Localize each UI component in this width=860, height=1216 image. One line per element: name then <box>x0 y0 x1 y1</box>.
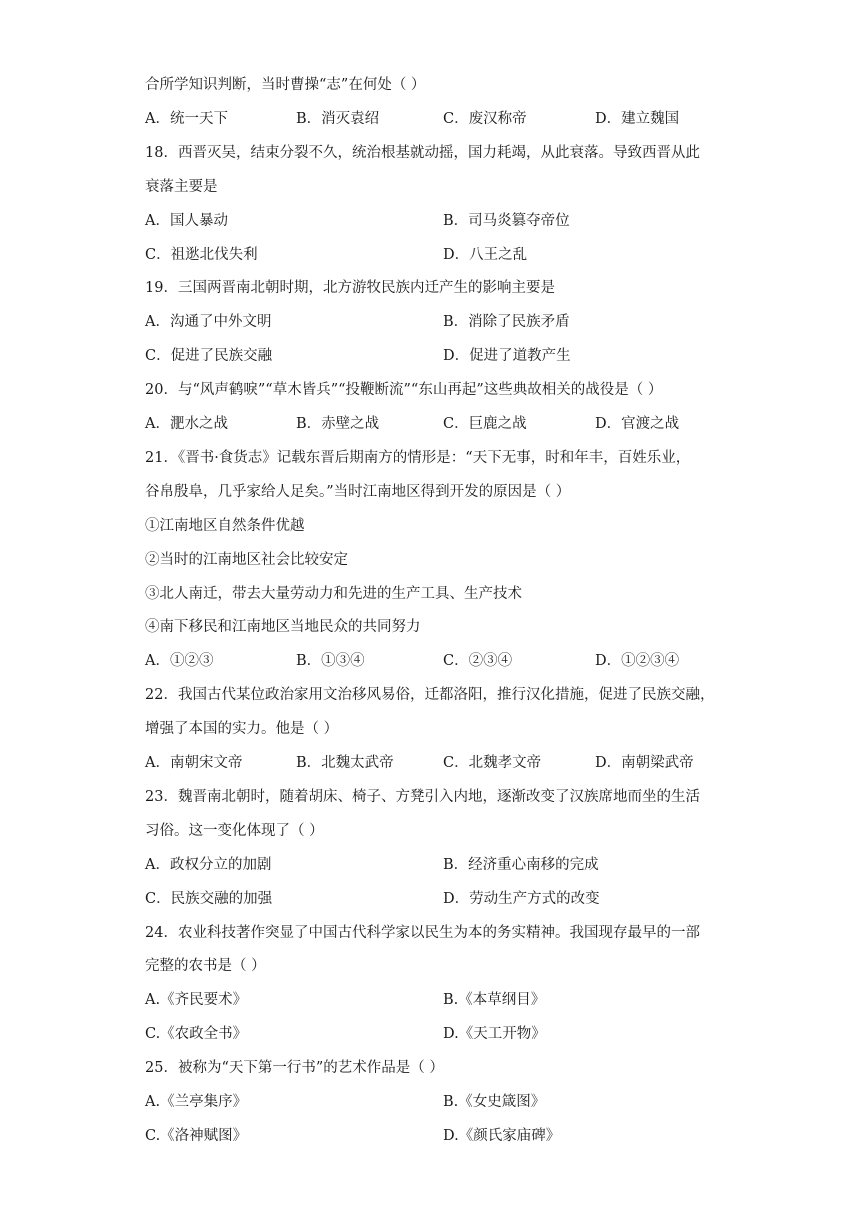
answer-option: C．民族交融的加强 <box>145 890 273 907</box>
options-row <box>145 882 750 916</box>
question-line: 24．农业科技著作突显了中国古代科学家以民生为本的务实精神。我国现存最早的一部 <box>145 924 700 941</box>
options-row <box>145 1119 750 1153</box>
options-row <box>145 204 750 238</box>
answer-option: A．国人暴动 <box>145 212 228 229</box>
options-row <box>145 407 750 441</box>
answer-option: C.《农政全书》 <box>145 1026 248 1043</box>
answer-option: A．政权分立的加剧 <box>145 856 272 873</box>
question-line: 20．与“风声鹤唳”“草木皆兵”“投鞭断流”“东山再起”这些典故相关的战役是（ ） <box>145 382 663 399</box>
question-line: 18．西晋灭吴，结束分裂不久，统治根基就动摇，国力耗竭，从此衰落。导致西晋从此 <box>145 144 700 161</box>
answer-option: D．八王之乱 <box>443 246 528 263</box>
question-line: ①江南地区自然条件优越 <box>145 517 305 534</box>
question-line: 衰落主要是 <box>145 178 218 195</box>
answer-option: C．促进了民族交融 <box>145 348 273 365</box>
answer-option: C．②③④ <box>443 653 513 670</box>
question-line: ③北人南迁，带去大量劳动力和先进的生产工具、生产技术 <box>145 585 522 602</box>
answer-option: D.《天工开物》 <box>443 1026 546 1043</box>
answer-option: D.《颜氏家庙碑》 <box>443 1127 561 1144</box>
options-row <box>145 746 750 780</box>
answer-option: B．赤壁之战 <box>296 416 380 432</box>
options-row <box>145 238 750 272</box>
answer-option: C．祖逖北伐失利 <box>145 246 258 263</box>
answer-option: A.《兰亭集序》 <box>145 1094 248 1110</box>
answer-option: D．①②③④ <box>595 653 680 670</box>
question-line: 合所学知识判断，当时曹操“志”在何处（ ） <box>145 77 426 93</box>
answer-option: B.《女史箴图》 <box>443 1094 546 1110</box>
answer-option: B.《本草纲目》 <box>443 992 546 1009</box>
question-line: 21．《晋书·食货志》记载东晋后期南方的情形是：“天下无事，时和年丰，百姓乐业， <box>145 449 691 466</box>
answer-option: A.《齐民要术》 <box>145 992 248 1009</box>
answer-option: B．消除了民族矛盾 <box>443 314 570 331</box>
answer-option: D．促进了道教产生 <box>443 348 571 365</box>
question-line: 完整的农书是（ ） <box>145 958 266 975</box>
question-line: 23．魏晋南北朝时，随着胡床、椅子、方凳引入内地，逐渐改变了汉族席地而坐的生活 <box>145 788 700 805</box>
answer-option: C．北魏孝文帝 <box>443 755 542 771</box>
question-line: 22．我国古代某位政治家用文治移风易俗，迁都洛阳，推行汉化措施，促进了民族交融， <box>145 687 715 704</box>
answer-option: B．经济重心南移的完成 <box>443 856 599 873</box>
answer-option: B．①③④ <box>296 653 365 670</box>
question-line: 25．被称为“天下第一行书”的艺术作品是（ ） <box>145 1060 444 1077</box>
options-row <box>145 102 750 136</box>
options-row <box>145 1085 750 1119</box>
answer-option: D．南朝梁武帝 <box>595 755 694 771</box>
question-line: ②当时的江南地区社会比较安定 <box>145 551 348 568</box>
answer-option: A．南朝宋文帝 <box>145 755 243 771</box>
answer-option: C．巨鹿之战 <box>443 416 527 432</box>
options-row <box>145 339 750 373</box>
answer-option: B．消灭袁绍 <box>296 110 380 127</box>
options-row <box>145 1017 750 1051</box>
answer-option: B．北魏太武帝 <box>296 755 394 771</box>
options-row <box>145 848 750 882</box>
options-row <box>145 305 750 339</box>
question-line: ④南下移民和江南地区当地民众的共同努力 <box>145 619 421 636</box>
answer-option: A．统一天下 <box>145 110 228 127</box>
answer-option: A．沟通了中外文明 <box>145 314 272 331</box>
answer-option: A．淝水之战 <box>145 416 228 432</box>
question-line: 19．三国两晋南北朝时期，北方游牧民族内迁产生的影响主要是 <box>145 280 555 297</box>
answer-option: D．建立魏国 <box>595 110 680 127</box>
answer-option: C．废汉称帝 <box>443 110 527 127</box>
answer-option: C.《洛神赋图》 <box>145 1127 248 1144</box>
answer-option: D．劳动生产方式的改变 <box>443 890 600 907</box>
answer-option: D．官渡之战 <box>595 416 680 432</box>
question-line: 增强了本国的实力。他是（ ） <box>145 721 339 738</box>
question-line: 习俗。这一变化体现了（ ） <box>145 822 324 839</box>
answer-option: B．司马炎篡夺帝位 <box>443 212 570 229</box>
answer-option: A．①②③ <box>145 653 214 670</box>
options-row <box>145 644 750 678</box>
question-line: 谷帛殷阜，几乎家给人足矣。”当时江南地区得到开发的原因是（ ） <box>145 483 571 500</box>
options-row <box>145 983 750 1017</box>
